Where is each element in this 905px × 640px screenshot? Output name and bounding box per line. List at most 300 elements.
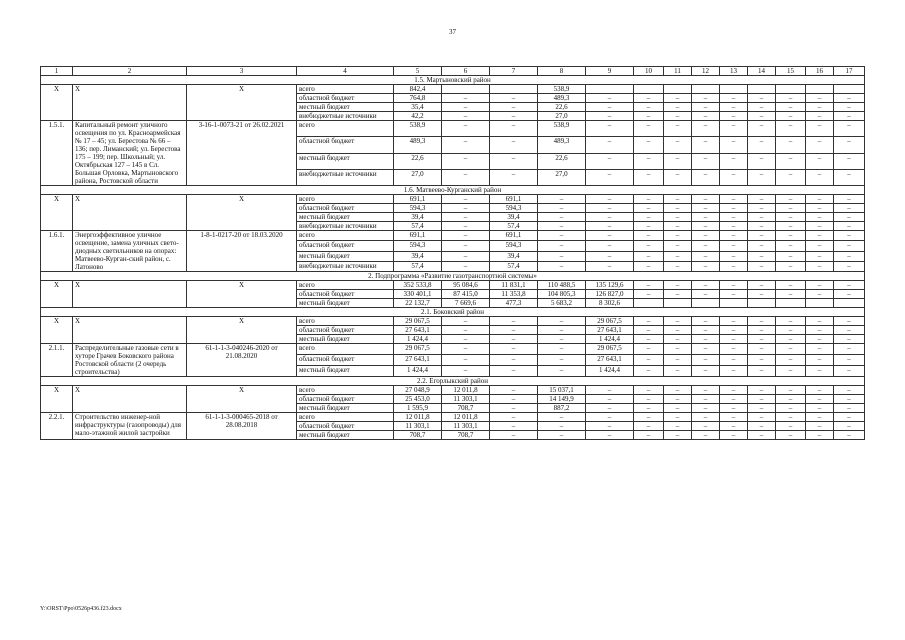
- value-cell: –: [834, 169, 865, 185]
- value-cell: –: [634, 213, 664, 222]
- value-cell: –: [748, 231, 776, 241]
- value-cell: –: [490, 103, 538, 112]
- value-cell: –: [776, 355, 806, 366]
- value-cell: –: [692, 413, 720, 422]
- value-cell: –: [806, 261, 834, 271]
- value-cell: –: [538, 261, 586, 271]
- value-cell: –: [664, 281, 692, 290]
- value-cell: –: [538, 355, 586, 366]
- value-cell: –: [692, 195, 720, 204]
- table-row: [41, 281, 865, 290]
- value-cell: –: [748, 404, 776, 413]
- value-cell: –: [586, 413, 634, 422]
- value-cell: –: [664, 169, 692, 185]
- value-cell: –: [834, 366, 865, 377]
- value-cell: –: [776, 222, 806, 231]
- value-cell: –: [490, 112, 538, 121]
- value-cell: –: [834, 386, 865, 395]
- column-number-cell: 4: [297, 67, 394, 76]
- value-cell: 11 303,1: [442, 395, 490, 404]
- value-cell: –: [586, 137, 634, 153]
- section-title: 2. Подпрограмма «Развитие газотранспортной системы»: [41, 272, 865, 281]
- funding-source: областной бюджет: [297, 204, 394, 213]
- value-cell: 691,1: [394, 195, 442, 204]
- value-cell: –: [806, 386, 834, 395]
- value-cell: –: [776, 281, 806, 290]
- item-number: Х: [41, 195, 73, 231]
- value-cell: –: [776, 137, 806, 153]
- value-cell: –: [442, 112, 490, 121]
- value-cell: 39,4: [490, 213, 538, 222]
- value-cell: –: [748, 281, 776, 290]
- value-cell: –: [634, 169, 664, 185]
- value-cell: –: [490, 121, 538, 137]
- value-cell: 489,3: [538, 94, 586, 103]
- value-cell: –: [692, 290, 720, 299]
- value-cell: –: [442, 222, 490, 231]
- value-cell: 29 067,5: [586, 317, 634, 326]
- value-cell: –: [692, 231, 720, 241]
- value-cell: –: [442, 195, 490, 204]
- value-cell: –: [834, 103, 865, 112]
- value-cell: 27 048,9: [394, 386, 442, 395]
- value-cell: –: [776, 94, 806, 103]
- value-cell: –: [692, 241, 720, 251]
- value-cell: –: [586, 204, 634, 213]
- value-cell: 39,4: [490, 251, 538, 261]
- funding-source: всего: [297, 231, 394, 241]
- column-number-cell: 15: [776, 67, 806, 76]
- value-cell: 11 353,8: [490, 290, 538, 299]
- value-cell: –: [538, 335, 586, 344]
- value-cell: –: [720, 422, 748, 431]
- value-cell: –: [634, 231, 664, 241]
- value-cell: –: [776, 241, 806, 251]
- value-cell: 594,3: [394, 241, 442, 251]
- value-cell: –: [806, 335, 834, 344]
- value-cell: –: [806, 281, 834, 290]
- column-number-cell: 3: [187, 67, 297, 76]
- value-cell: –: [720, 169, 748, 185]
- table-row: [41, 231, 865, 241]
- value-cell: –: [806, 413, 834, 422]
- value-cell: –: [720, 355, 748, 366]
- funding-source: областной бюджет: [297, 355, 394, 366]
- value-cell: –: [776, 112, 806, 121]
- value-cell: –: [720, 404, 748, 413]
- value-cell: –: [720, 153, 748, 169]
- value-cell: 104 805,3: [538, 290, 586, 299]
- value-cell: –: [490, 413, 538, 422]
- value-cell: 887,2: [538, 404, 586, 413]
- value-cell: [634, 85, 664, 94]
- value-cell: 594,3: [490, 241, 538, 251]
- value-cell: –: [834, 204, 865, 213]
- value-cell: –: [664, 231, 692, 241]
- value-cell: –: [490, 344, 538, 355]
- value-cell: 691,1: [490, 231, 538, 241]
- column-number-cell: 17: [834, 67, 865, 76]
- value-cell: –: [776, 153, 806, 169]
- value-cell: –: [538, 326, 586, 335]
- value-cell: –: [442, 121, 490, 137]
- value-cell: –: [776, 213, 806, 222]
- value-cell: [806, 85, 834, 94]
- value-cell: 1 424,4: [586, 335, 634, 344]
- value-cell: 8 302,6: [586, 299, 634, 308]
- funding-source: всего: [297, 195, 394, 204]
- value-cell: –: [748, 251, 776, 261]
- funding-source: внебюджетные источники: [297, 169, 394, 185]
- value-cell: 11 303,1: [442, 422, 490, 431]
- value-cell: –: [806, 112, 834, 121]
- value-cell: –: [634, 241, 664, 251]
- value-cell: 708,7: [394, 431, 442, 440]
- value-cell: –: [664, 431, 692, 440]
- value-cell: [664, 85, 692, 94]
- value-cell: –: [748, 317, 776, 326]
- value-cell: 1 424,4: [394, 335, 442, 344]
- value-cell: –: [776, 121, 806, 137]
- value-cell: –: [664, 317, 692, 326]
- value-cell: –: [748, 204, 776, 213]
- value-cell: –: [692, 317, 720, 326]
- value-cell: –: [692, 112, 720, 121]
- funding-source: местный бюджет: [297, 335, 394, 344]
- value-cell: –: [748, 121, 776, 137]
- value-cell: –: [748, 355, 776, 366]
- value-cell: –: [834, 213, 865, 222]
- item-reference: 1-8-1-0217-20 от 18.03.2020: [187, 231, 297, 272]
- funding-source: местный бюджет: [297, 213, 394, 222]
- value-cell: –: [776, 204, 806, 213]
- value-cell: –: [834, 431, 865, 440]
- value-cell: –: [776, 386, 806, 395]
- funding-source: всего: [297, 413, 394, 422]
- value-cell: 110 488,5: [538, 281, 586, 290]
- value-cell: –: [834, 281, 865, 290]
- value-cell: –: [806, 344, 834, 355]
- item-number: Х: [41, 386, 73, 413]
- value-cell: 691,1: [394, 231, 442, 241]
- item-number: Х: [41, 281, 73, 308]
- funding-source: внебюджетные источники: [297, 222, 394, 231]
- value-cell: 57,4: [394, 222, 442, 231]
- value-cell: –: [634, 366, 664, 377]
- item-description: Х: [73, 281, 187, 308]
- value-cell: [720, 299, 748, 308]
- value-cell: –: [692, 386, 720, 395]
- value-cell: –: [720, 213, 748, 222]
- value-cell: –: [634, 153, 664, 169]
- item-reference: Х: [187, 195, 297, 231]
- value-cell: –: [442, 153, 490, 169]
- value-cell: –: [720, 103, 748, 112]
- value-cell: –: [776, 251, 806, 261]
- value-cell: –: [806, 153, 834, 169]
- value-cell: –: [692, 121, 720, 137]
- item-reference: Х: [187, 281, 297, 308]
- item-description: Капитальный ремонт уличного освещения по ул. Красноармейская № 17 – 45; ул. Берестова № 66 – 136; пер. Лиманский; ул. Берестова 175 – 199; пер. Школьный; ул. Октябрьская 127 – 145 в Сл. Большая Орловка, Мартыновского района, Ростовской области: [73, 121, 187, 186]
- value-cell: –: [806, 422, 834, 431]
- value-cell: –: [442, 261, 490, 271]
- value-cell: –: [806, 103, 834, 112]
- value-cell: –: [664, 204, 692, 213]
- value-cell: –: [776, 231, 806, 241]
- value-cell: –: [720, 344, 748, 355]
- value-cell: –: [806, 355, 834, 366]
- value-cell: –: [748, 261, 776, 271]
- value-cell: [748, 85, 776, 94]
- value-cell: –: [442, 317, 490, 326]
- value-cell: –: [834, 413, 865, 422]
- section-title-row: [41, 76, 865, 85]
- value-cell: –: [664, 261, 692, 271]
- column-number-cell: 2: [73, 67, 187, 76]
- value-cell: –: [748, 335, 776, 344]
- value-cell: –: [720, 94, 748, 103]
- value-cell: –: [748, 290, 776, 299]
- value-cell: –: [586, 121, 634, 137]
- value-cell: [834, 299, 865, 308]
- value-cell: –: [748, 326, 776, 335]
- value-cell: –: [720, 431, 748, 440]
- value-cell: –: [748, 366, 776, 377]
- table-row: [41, 344, 865, 355]
- value-cell: 538,9: [538, 121, 586, 137]
- value-cell: –: [776, 404, 806, 413]
- value-cell: –: [776, 261, 806, 271]
- value-cell: –: [634, 94, 664, 103]
- value-cell: –: [634, 413, 664, 422]
- value-cell: [692, 85, 720, 94]
- value-cell: 708,7: [442, 404, 490, 413]
- value-cell: –: [692, 103, 720, 112]
- value-cell: –: [692, 169, 720, 185]
- table-row: [41, 317, 865, 326]
- value-cell: –: [664, 335, 692, 344]
- value-cell: –: [664, 404, 692, 413]
- value-cell: –: [692, 404, 720, 413]
- column-number-cell: 7: [490, 67, 538, 76]
- funding-source: областной бюджет: [297, 290, 394, 299]
- value-cell: –: [586, 103, 634, 112]
- value-cell: –: [748, 94, 776, 103]
- value-cell: 22,6: [394, 153, 442, 169]
- value-cell: –: [634, 344, 664, 355]
- value-cell: 842,4: [394, 85, 442, 94]
- table-row: [41, 85, 865, 94]
- value-cell: 14 149,9: [538, 395, 586, 404]
- value-cell: –: [442, 326, 490, 335]
- value-cell: –: [634, 112, 664, 121]
- funding-source: всего: [297, 386, 394, 395]
- value-cell: –: [834, 317, 865, 326]
- value-cell: –: [442, 213, 490, 222]
- value-cell: –: [720, 290, 748, 299]
- value-cell: –: [748, 153, 776, 169]
- value-cell: –: [692, 137, 720, 153]
- value-cell: –: [634, 204, 664, 213]
- value-cell: –: [634, 326, 664, 335]
- value-cell: –: [776, 290, 806, 299]
- value-cell: [834, 85, 865, 94]
- value-cell: –: [664, 213, 692, 222]
- value-cell: –: [634, 404, 664, 413]
- value-cell: –: [834, 261, 865, 271]
- value-cell: –: [664, 222, 692, 231]
- value-cell: –: [538, 231, 586, 241]
- value-cell: –: [664, 241, 692, 251]
- value-cell: –: [834, 251, 865, 261]
- value-cell: 27 643,1: [586, 355, 634, 366]
- item-reference: Х: [187, 85, 297, 121]
- value-cell: –: [776, 395, 806, 404]
- value-cell: –: [664, 366, 692, 377]
- value-cell: –: [442, 251, 490, 261]
- value-cell: 57,4: [490, 222, 538, 231]
- value-cell: [692, 299, 720, 308]
- value-cell: –: [720, 413, 748, 422]
- value-cell: 489,3: [538, 137, 586, 153]
- value-cell: –: [664, 153, 692, 169]
- value-cell: –: [806, 290, 834, 299]
- value-cell: –: [664, 326, 692, 335]
- value-cell: –: [748, 413, 776, 422]
- value-cell: –: [634, 395, 664, 404]
- value-cell: –: [538, 317, 586, 326]
- value-cell: [664, 299, 692, 308]
- value-cell: 135 129,6: [586, 281, 634, 290]
- value-cell: –: [776, 195, 806, 204]
- value-cell: –: [664, 251, 692, 261]
- item-description: Распределительные газовые сети в хуторе Грачев Боковского района Ростовской области (2 очередь строительства): [73, 344, 187, 377]
- value-cell: –: [442, 344, 490, 355]
- table-row: [41, 386, 865, 395]
- value-cell: –: [720, 261, 748, 271]
- value-cell: –: [806, 169, 834, 185]
- value-cell: –: [806, 395, 834, 404]
- value-cell: [586, 85, 634, 94]
- value-cell: –: [776, 366, 806, 377]
- value-cell: –: [834, 290, 865, 299]
- value-cell: [806, 299, 834, 308]
- value-cell: –: [634, 431, 664, 440]
- value-cell: –: [538, 413, 586, 422]
- column-number-cell: 13: [720, 67, 748, 76]
- value-cell: –: [586, 231, 634, 241]
- value-cell: –: [748, 169, 776, 185]
- funding-source: областной бюджет: [297, 241, 394, 251]
- page-number: 37: [449, 28, 456, 36]
- value-cell: 12 011,8: [394, 413, 442, 422]
- funding-source: местный бюджет: [297, 431, 394, 440]
- value-cell: –: [692, 261, 720, 271]
- value-cell: 27 643,1: [394, 326, 442, 335]
- value-cell: 708,7: [442, 431, 490, 440]
- value-cell: –: [634, 195, 664, 204]
- value-cell: 594,3: [394, 204, 442, 213]
- funding-source: местный бюджет: [297, 404, 394, 413]
- value-cell: –: [538, 213, 586, 222]
- value-cell: –: [834, 94, 865, 103]
- value-cell: –: [586, 153, 634, 169]
- value-cell: 538,9: [538, 85, 586, 94]
- table-row: [41, 413, 865, 422]
- value-cell: –: [720, 395, 748, 404]
- column-number-cell: 6: [442, 67, 490, 76]
- value-cell: 11 303,1: [394, 422, 442, 431]
- value-cell: –: [748, 395, 776, 404]
- value-cell: –: [720, 281, 748, 290]
- value-cell: –: [634, 251, 664, 261]
- value-cell: –: [586, 404, 634, 413]
- value-cell: –: [692, 204, 720, 213]
- value-cell: –: [490, 169, 538, 185]
- funding-source: всего: [297, 121, 394, 137]
- value-cell: –: [834, 112, 865, 121]
- value-cell: 126 827,0: [586, 290, 634, 299]
- value-cell: –: [442, 335, 490, 344]
- value-cell: –: [720, 317, 748, 326]
- value-cell: –: [748, 195, 776, 204]
- value-cell: –: [586, 386, 634, 395]
- item-description: Х: [73, 386, 187, 413]
- value-cell: –: [806, 121, 834, 137]
- value-cell: –: [586, 195, 634, 204]
- funding-source: всего: [297, 281, 394, 290]
- value-cell: –: [490, 94, 538, 103]
- value-cell: –: [664, 422, 692, 431]
- value-cell: –: [634, 317, 664, 326]
- funding-source: областной бюджет: [297, 422, 394, 431]
- value-cell: –: [776, 103, 806, 112]
- value-cell: –: [692, 344, 720, 355]
- value-cell: –: [442, 366, 490, 377]
- value-cell: [720, 85, 748, 94]
- value-cell: –: [634, 261, 664, 271]
- value-cell: –: [834, 335, 865, 344]
- value-cell: 1 424,4: [394, 366, 442, 377]
- value-cell: –: [586, 261, 634, 271]
- section-title: 1.6. Матвеево-Курганский район: [41, 186, 865, 195]
- value-cell: –: [442, 94, 490, 103]
- column-number-cell: 12: [692, 67, 720, 76]
- value-cell: –: [586, 395, 634, 404]
- value-cell: 42,2: [394, 112, 442, 121]
- section-title-row: [41, 377, 865, 386]
- table-row: [41, 121, 865, 137]
- funding-source: внебюджетные источники: [297, 261, 394, 271]
- value-cell: –: [442, 169, 490, 185]
- value-cell: –: [664, 121, 692, 137]
- value-cell: 15 037,1: [538, 386, 586, 395]
- value-cell: 22 132,7: [394, 299, 442, 308]
- value-cell: –: [776, 317, 806, 326]
- value-cell: –: [806, 222, 834, 231]
- funding-source: областной бюджет: [297, 94, 394, 103]
- section-title-row: [41, 272, 865, 281]
- value-cell: –: [586, 422, 634, 431]
- value-cell: –: [834, 153, 865, 169]
- value-cell: –: [490, 431, 538, 440]
- value-cell: –: [776, 413, 806, 422]
- value-cell: 538,9: [394, 121, 442, 137]
- value-cell: 22,6: [538, 153, 586, 169]
- value-cell: [634, 299, 664, 308]
- value-cell: 12 011,8: [442, 386, 490, 395]
- value-cell: –: [634, 422, 664, 431]
